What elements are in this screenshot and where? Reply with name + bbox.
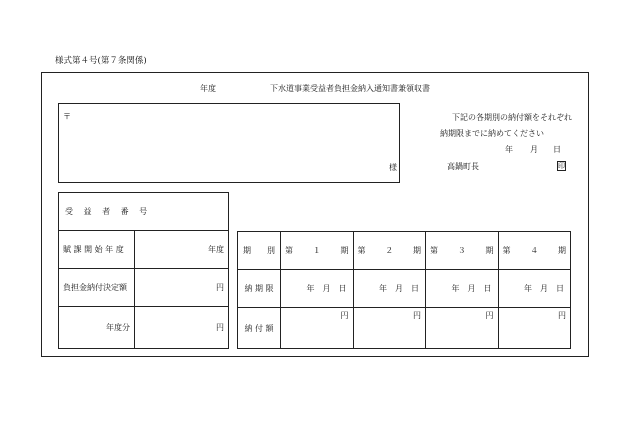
period-3-ki: 期 [485,246,494,255]
period-1-header [281,232,354,270]
date-year-unit: 年 [524,284,532,293]
notice-date-day: 日 [553,145,561,154]
period-2-dai: 第 [357,246,366,255]
yen-unit: 円 [558,311,566,320]
notice-line-1: 下記の各期別の納付額をそれぞれ [452,113,572,122]
year-share-value-cell [135,307,229,349]
date-month-unit: 月 [322,284,331,293]
period-1-number: １ [312,246,321,255]
date-day-unit: 日 [411,284,419,293]
year-share-unit: 円 [216,323,224,332]
period-2-header [353,232,426,270]
period-4-dai: 第 [502,246,511,255]
notice-date-year: 年 [505,145,513,154]
fiscal-year-label: 年度 [200,84,216,93]
date-year-unit: 年 [451,284,460,293]
period-2-number: ２ [385,246,394,255]
decided-amount-value-cell [135,269,229,307]
document-title: 下水道事業受益者負担金納入通知書兼領収書 [270,84,430,93]
period-3-deadline [426,270,499,308]
left-info-table [58,192,229,349]
year-share-label: 年度分 [106,323,130,332]
address-box [58,103,400,183]
period-2-ki: 期 [413,246,421,255]
seal-icon: 印 [558,162,565,170]
period-4-amount [498,308,571,349]
yen-unit: 円 [340,311,349,320]
yen-unit: 円 [485,311,494,320]
period-4-deadline [498,270,571,308]
period-2-deadline [353,270,426,308]
decided-amount-unit: 円 [216,283,224,292]
date-month-unit: 月 [540,284,548,293]
year-share-label-cell [59,307,135,349]
deadline-header-cell [238,270,281,308]
date-year-unit: 年 [306,284,315,293]
period-label: 期 別 [243,246,275,255]
date-day-unit: 日 [338,284,347,293]
start-year-label: 賦 課 開 始 年 度 [63,245,124,254]
period-3-header [426,232,499,270]
date-month-unit: 月 [467,284,476,293]
start-year-unit: 年度 [208,245,224,254]
period-4-number: ４ [530,246,539,255]
period-2-amount [353,308,426,349]
period-header-cell [238,232,281,270]
addressee-honorific: 様 [389,163,397,172]
date-day-unit: 日 [556,284,564,293]
decided-amount-label-cell [59,269,135,307]
period-1-dai: 第 [285,246,293,255]
period-4-ki: 期 [558,246,566,255]
period-1-deadline [281,270,354,308]
period-1-amount [281,308,354,349]
start-year-value-cell [135,231,229,269]
receiver-number-row [59,193,229,231]
receiver-number-label: 受 益 者 番 号 [65,207,152,216]
date-year-unit: 年 [379,284,387,293]
notice-line-2: 納期限までに納めてください [440,129,544,138]
amount-header-cell [238,308,281,349]
start-year-label-cell [59,231,135,269]
issuer-name: 高鍋町長 [447,162,479,171]
amount-label: 納 付 額 [244,323,274,333]
form-number-label: 様式第４号(第７条関係) [55,56,147,66]
notice-date-month: 月 [530,145,538,154]
period-1-ki: 期 [340,246,349,255]
period-3-amount [426,308,499,349]
period-4-header [498,232,571,270]
deadline-label: 納 期 限 [244,284,274,293]
payment-schedule-table [237,231,571,349]
date-day-unit: 日 [483,284,492,293]
decided-amount-label: 負担金納付決定額 [63,283,127,292]
period-3-number: ３ [457,246,466,255]
date-month-unit: 月 [395,284,403,293]
postal-mark: 〒 [63,112,71,121]
period-3-dai: 第 [430,246,438,255]
yen-unit: 円 [413,311,421,320]
